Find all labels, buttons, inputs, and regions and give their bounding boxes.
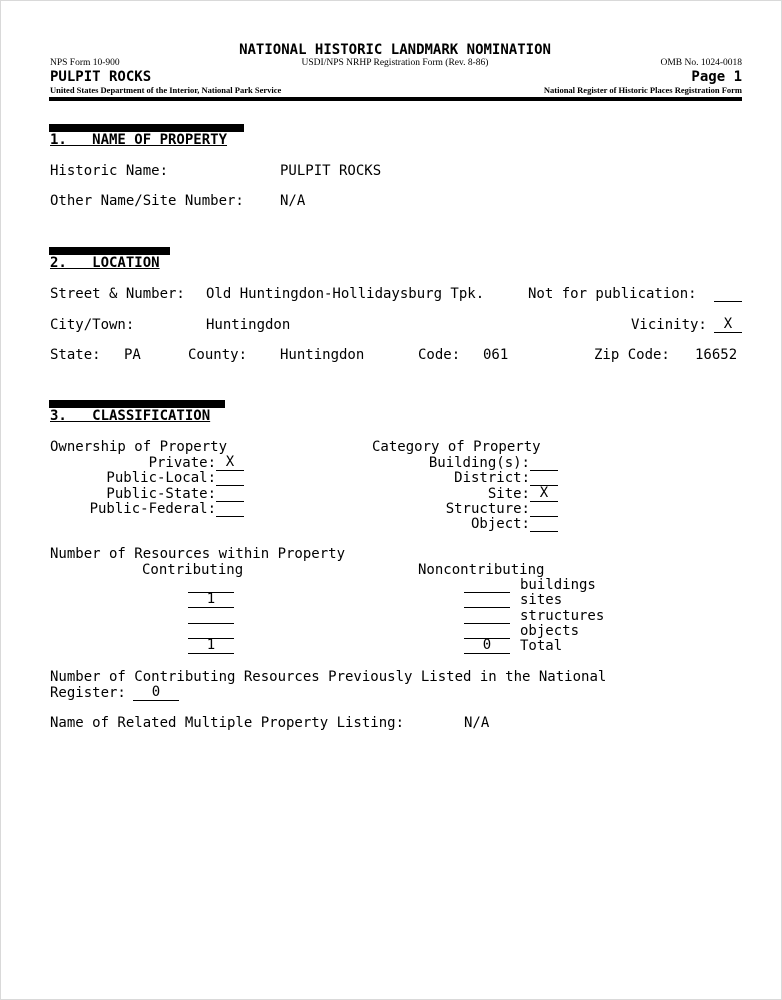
resource-type-structures: structures (520, 608, 605, 624)
department-line: United States Department of the Interior, National Park Service (50, 85, 282, 95)
resource-type-buildings: buildings (520, 577, 596, 593)
category-district-blank (530, 470, 558, 486)
code-value: 061 (483, 347, 509, 363)
registration-form-rev: USDI/NPS NRHP Registration Form (Rev. 8-86) (301, 58, 489, 68)
ownership-public-state-label: Public-State: (106, 486, 216, 502)
ownership-public-federal-label: Public-Federal: (89, 501, 216, 517)
street-value: Old Huntingdon-Hollidaysburg Tpk. (206, 286, 485, 302)
not-for-publication-label: Not for publication: (528, 286, 697, 302)
category-district-label: District: (454, 470, 530, 486)
form-title: NATIONAL HISTORIC LANDMARK NOMINATION (239, 42, 551, 58)
historic-name-value: PULPIT ROCKS (280, 163, 382, 179)
historic-name-label: Historic Name: (50, 163, 169, 179)
category-object-label: Object: (470, 516, 530, 532)
previously-listed-value: 0 (133, 685, 179, 701)
state-label: State: (50, 347, 101, 363)
page-number: Page 1 (691, 69, 742, 85)
ownership-public-state-blank (216, 486, 244, 502)
section1-bar (49, 124, 244, 132)
not-for-publication-blank (714, 286, 742, 302)
ownership-public-local-blank (216, 470, 244, 486)
section2-heading: 2. LOCATION (50, 255, 160, 271)
resource-type-total: Total (520, 638, 563, 654)
previously-listed-text: Number of Contributing Resources Previously Listed in the National (50, 669, 607, 685)
property-header: PULPIT ROCKS (50, 69, 152, 85)
section1-heading: 1. NAME OF PROPERTY (50, 132, 228, 148)
zip-label: Zip Code: (594, 347, 670, 363)
ownership-heading: Ownership of Property (50, 439, 228, 455)
related-listing-value: N/A (464, 715, 490, 731)
noncontributing-total: 0 (464, 638, 510, 654)
street-label: Street & Number: (50, 286, 185, 302)
category-object-blank (530, 516, 558, 532)
ownership-public-local-label: Public-Local: (106, 470, 216, 486)
previously-listed-label: Register: (50, 685, 126, 701)
section3-heading: 3. CLASSIFICATION (50, 408, 211, 424)
category-structure-blank (530, 501, 558, 517)
vicinity-blank: X (714, 317, 742, 333)
ownership-public-federal-blank (216, 501, 244, 517)
form-number: NPS Form 10-900 (50, 58, 120, 68)
county-value: Huntingdon (280, 347, 365, 363)
county-label: County: (188, 347, 248, 363)
contributing-label: Contributing (142, 562, 244, 578)
related-listing-label: Name of Related Multiple Property Listing: (50, 715, 405, 731)
vicinity-label: Vicinity: (631, 317, 707, 333)
omb-number: OMB No. 1024-0018 (660, 58, 742, 68)
city-value: Huntingdon (206, 317, 291, 333)
ownership-private-label: Private: (148, 455, 216, 471)
zip-value: 16652 (695, 347, 738, 363)
resource-type-objects: objects (520, 623, 580, 639)
noncontributing-structures (464, 608, 510, 624)
category-heading: Category of Property (372, 439, 541, 455)
category-site-blank: X (530, 486, 558, 502)
header-rule (49, 97, 742, 101)
ownership-private-blank: X (216, 455, 244, 471)
section3-bar (49, 400, 225, 408)
section2-bar (49, 247, 170, 255)
category-structure-label: Structure: (445, 501, 530, 517)
resource-type-sites: sites (520, 592, 563, 608)
noncontributing-sites (464, 592, 510, 608)
category-building-label: Building(s): (428, 455, 530, 471)
noncontributing-buildings (464, 577, 510, 593)
category-building-blank (530, 455, 558, 471)
other-name-value: N/A (280, 193, 306, 209)
other-name-label: Other Name/Site Number: (50, 193, 244, 209)
contributing-total: 1 (188, 638, 234, 654)
code-label: Code: (418, 347, 461, 363)
contributing-structures (188, 608, 234, 624)
state-value: PA (124, 347, 141, 363)
noncontributing-label: Noncontributing (418, 562, 545, 578)
category-site-label: Site: (487, 486, 530, 502)
city-label: City/Town: (50, 317, 135, 333)
resources-heading: Number of Resources within Property (50, 546, 346, 562)
register-line: National Register of Historic Places Registration Form (543, 85, 742, 95)
contributing-sites: 1 (188, 592, 234, 608)
